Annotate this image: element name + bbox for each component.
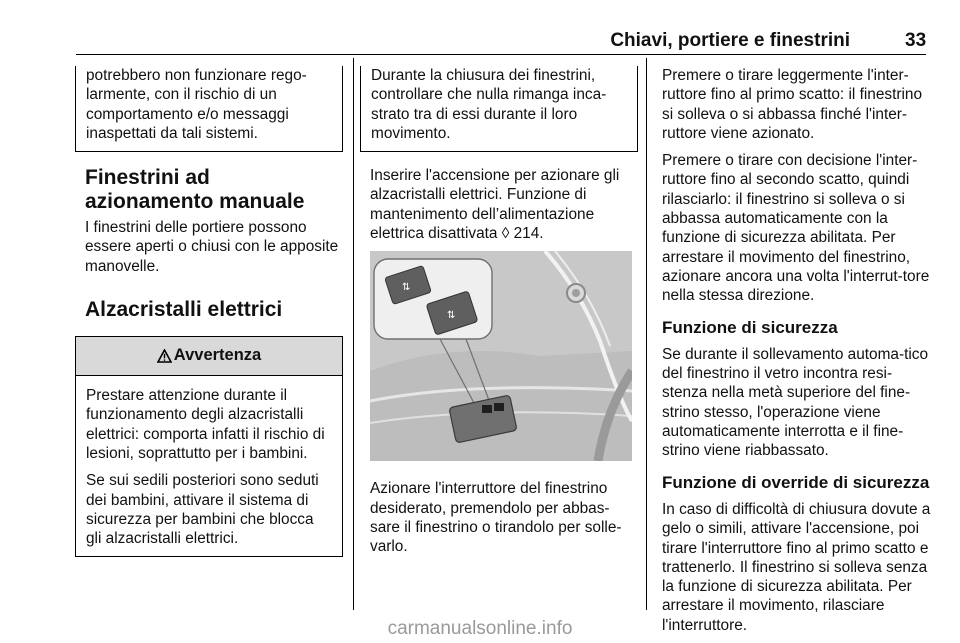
column-right [662,66,932,643]
heading-safety-override: Funzione di override di sicurezza [662,472,930,492]
warning-paragraph-1: Prestare attenzione durante il funzionamento degli alzacristalli elettrici: comporta infatti il rischio di lesioni, soprattutto per i bambini. [86,387,325,462]
site-watermark: carmanualsonline.info [387,618,573,639]
paragraph-safety-override: In caso di difficoltà di chiusura dovute a gelo o simili, attivare l'accensione, poi tirare l'interruttore fino al primo scatto e trattenerlo. Il finestrino si solleva senza la funzione di sicurezza abilitata. Per arrestare il movimento, rilasciare l'interruttore. [662,500,931,634]
note-box-continued [75,66,343,152]
warning-header [76,337,342,376]
warning-body [76,376,342,556]
paragraph-manual-windows: I finestrini delle portiere possono essere aperti o chiusi con le apposite manovelle. [85,219,339,275]
paragraph-first-detent: Premere o tirare leggermente l'inter-ruttore fino al primo scatto: il finestrino si solleva o si abbassa finché l'inter-ruttore viene azionato. [662,67,923,142]
column-middle [370,66,635,565]
heading-manual-windows: Finestrini ad azionamento manuale [85,166,305,214]
paragraph-ignition: Inserire l'accensione per azionare gli alzacristalli elettrici. Funzione di mantenimento dell’alimentazione elettrica disattivata ◊ 214. [370,167,620,243]
svg-text:⇅: ⇅ [447,310,456,322]
column-divider-2 [646,58,647,610]
door-panel-image [370,251,632,461]
warning-paragraph-2: Se sui sedili posteriori sono seduti dei bambini, attivare il sistema di sicurezza per bambini che blocca gli alzacristalli elettrici. [86,472,319,548]
paragraph-operate-switch: Azionare l'interruttore del finestrino desiderato, premendolo per abbas-sare il finestrino o tirandolo per solle-varlo. [370,480,622,556]
svg-text:⇅: ⇅ [402,282,411,294]
page-number: 33 [905,30,927,51]
note-text: potrebbero non funzionare rego-larmente, con il rischio di un comportamento e/o messaggi inaspettati da tali sistemi. [86,67,307,142]
warning-box [75,336,343,557]
note-text: Durante la chiusura dei finestrini, controllare che nulla rimanga inca-strato tra di essi durante il loro movimento. [371,67,607,142]
heading-power-windows: Alzacristalli elettrici [85,298,283,322]
warning-label: Avvertenza [173,346,262,365]
paragraph-second-detent: Premere o tirare con decisione l'inter-ruttore fino al secondo scatto, quindi rilasciarlo: il finestrino si solleva o si abbassa automaticamente con la funzione di sicurezza abilitata. Per arrestare il movimento del finestrino, azionare ancora una volta l'interrut-tore nella stessa direzione. [662,152,930,305]
header-rule [76,54,926,55]
warning-triangle-icon [157,349,172,363]
heading-safety-function: Funzione di sicurezza [662,317,838,337]
paragraph-safety-function: Se durante il sollevamento automa-tico del finestrino il vetro incontra resi-stenza nella metà superiore del fine-strino stesso, l'operazione viene automaticamente interrotta e il fine-strino viene riabbassato. [662,345,929,460]
column-divider-1 [353,58,354,610]
column-left [85,66,340,557]
page-header-title: Chiavi, portiere e finestrini [610,30,850,51]
note-box [360,66,638,152]
door-switch-illustration [370,251,632,461]
